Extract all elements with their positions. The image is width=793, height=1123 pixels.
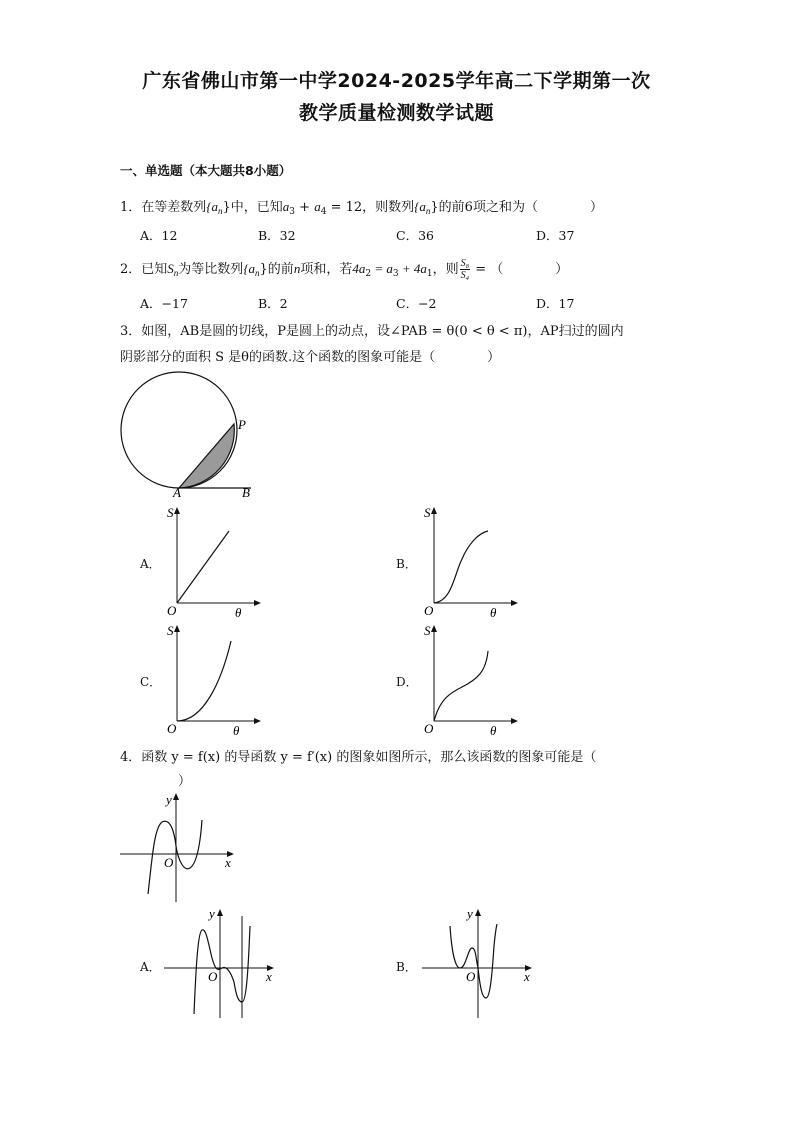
svg-text:S: S — [424, 505, 431, 520]
q2-text-2: 为等比数列 — [178, 262, 244, 277]
svg-text:y: y — [209, 906, 215, 921]
svg-text:θ: θ — [235, 605, 242, 620]
q2-text-5: ，则 — [432, 262, 459, 277]
q2-seq: $\{a_n\}$ — [243, 261, 268, 278]
svg-text:O: O — [208, 969, 218, 984]
svg-text:y: y — [166, 792, 172, 807]
q3-graph-a — [163, 505, 263, 620]
question-3-line1: 3．如图，AB是圆的切线，P是圆上的动点，设∠PAB = θ(0 < θ < π)，AP扫过的圆内 — [120, 324, 624, 339]
svg-text:S: S — [167, 505, 174, 520]
svg-text:y: y — [467, 906, 473, 921]
q2-n: n — [293, 261, 301, 276]
svg-text:θ: θ — [490, 605, 497, 620]
q3-curve-a — [177, 531, 229, 603]
question-2 — [120, 258, 568, 281]
q1-option-a[interactable]: A．12 — [140, 228, 178, 243]
q3-circle — [121, 372, 237, 488]
q2-text-6: = （ ） — [471, 262, 569, 277]
q1-equation: $a_3 + a_4 = 12$ — [282, 199, 363, 217]
svg-text:θ: θ — [233, 723, 240, 738]
q1-text-4: 的前 — [438, 200, 465, 215]
q3-graph-d — [420, 623, 520, 738]
question-3-line2: 阴影部分的面积 S 是θ的函数.这个函数的图象可能是（ ） — [120, 350, 501, 365]
question-1 — [120, 196, 603, 217]
svg-text:x: x — [266, 969, 272, 984]
q2-option-d[interactable]: D．17 — [536, 296, 575, 311]
q2-text-4: 项和，若 — [300, 262, 353, 277]
q3-option-a[interactable]: A． — [140, 557, 161, 571]
question-4-line1: 4．函数 y = f(x) 的导函数 y = f′(x) 的图象如图所示，那么该函数的图象可能是（ — [120, 750, 597, 765]
q4-curve-b — [450, 924, 497, 998]
q1-text-3: ，则数列 — [362, 200, 415, 215]
q2-option-a[interactable]: A．−17 — [140, 296, 188, 311]
q1-option-b[interactable]: B．32 — [258, 228, 296, 243]
svg-text:O: O — [167, 721, 177, 736]
svg-text:S: S — [424, 623, 431, 638]
svg-text:O: O — [424, 721, 434, 736]
q2-option-b[interactable]: B．2 — [258, 296, 288, 311]
q2-text-3: 的前 — [267, 262, 294, 277]
svg-text:O: O — [424, 603, 434, 618]
q3-option-d[interactable]: D． — [396, 675, 418, 689]
q1-number: 1． — [120, 200, 142, 215]
q3-label-b: B — [242, 485, 250, 500]
q3-graph-b — [420, 505, 520, 620]
q4-graph-b — [420, 906, 540, 1021]
q3-label-p: P — [238, 417, 246, 432]
svg-text:θ: θ — [490, 723, 497, 738]
svg-text:O: O — [466, 969, 476, 984]
q4-graph-a — [162, 906, 282, 1021]
q2-equation: $4a_2 = a_3 + 4a_1$ — [352, 261, 433, 279]
q2-number: 2． — [120, 262, 142, 277]
q2-sn: $S_n$ — [167, 261, 179, 278]
q3-circle-figure — [118, 378, 288, 502]
svg-text:O: O — [167, 603, 177, 618]
svg-text:x: x — [225, 855, 231, 870]
svg-text:S: S — [167, 623, 174, 638]
page-title-line1: 广东省佛山市第一中学2024-2025学年高二下学期第一次 — [142, 70, 651, 92]
q3-curve-b — [434, 531, 488, 603]
page-title-line2: 教学质量检测数学试题 — [298, 102, 494, 124]
q3-option-c[interactable]: C． — [140, 675, 162, 689]
q1-text-4n: 6 — [464, 200, 473, 215]
q1-option-d[interactable]: D．37 — [536, 228, 575, 243]
q3-curve-d — [434, 651, 488, 721]
section-heading: 一、单选题（本大题共8小题） — [120, 163, 292, 178]
q1-text-2: 中，已知 — [230, 200, 283, 215]
q1-text-1: 在等差数列 — [141, 200, 207, 215]
q4-derivative-curve — [148, 820, 202, 894]
q3-graph-c — [163, 623, 263, 738]
q1-text-5: 项之和为（ ） — [472, 200, 603, 215]
q4-option-b[interactable]: B． — [396, 960, 417, 974]
q3-shaded-segment — [179, 424, 234, 488]
q1-option-c[interactable]: C．36 — [396, 228, 434, 243]
q3-option-b[interactable]: B． — [396, 557, 417, 571]
svg-text:O: O — [164, 855, 174, 870]
svg-text:x: x — [524, 969, 530, 984]
q2-text-1: 已知 — [141, 262, 168, 277]
q3-label-a: A — [173, 485, 181, 500]
question-4-line2: ） — [178, 774, 192, 789]
q2-fraction: $\frac{\text{S₈}}{\text{S₄}}$ — [460, 258, 470, 281]
q2-option-c[interactable]: C．−2 — [396, 296, 437, 311]
q4-option-a[interactable]: A． — [140, 960, 161, 974]
q1-seq: $\{a_n\}$ — [206, 199, 231, 216]
q3-curve-c — [177, 641, 231, 721]
q1-seq-2: $\{a_n\}$ — [414, 199, 439, 216]
q4-derivative-graph — [118, 790, 238, 905]
